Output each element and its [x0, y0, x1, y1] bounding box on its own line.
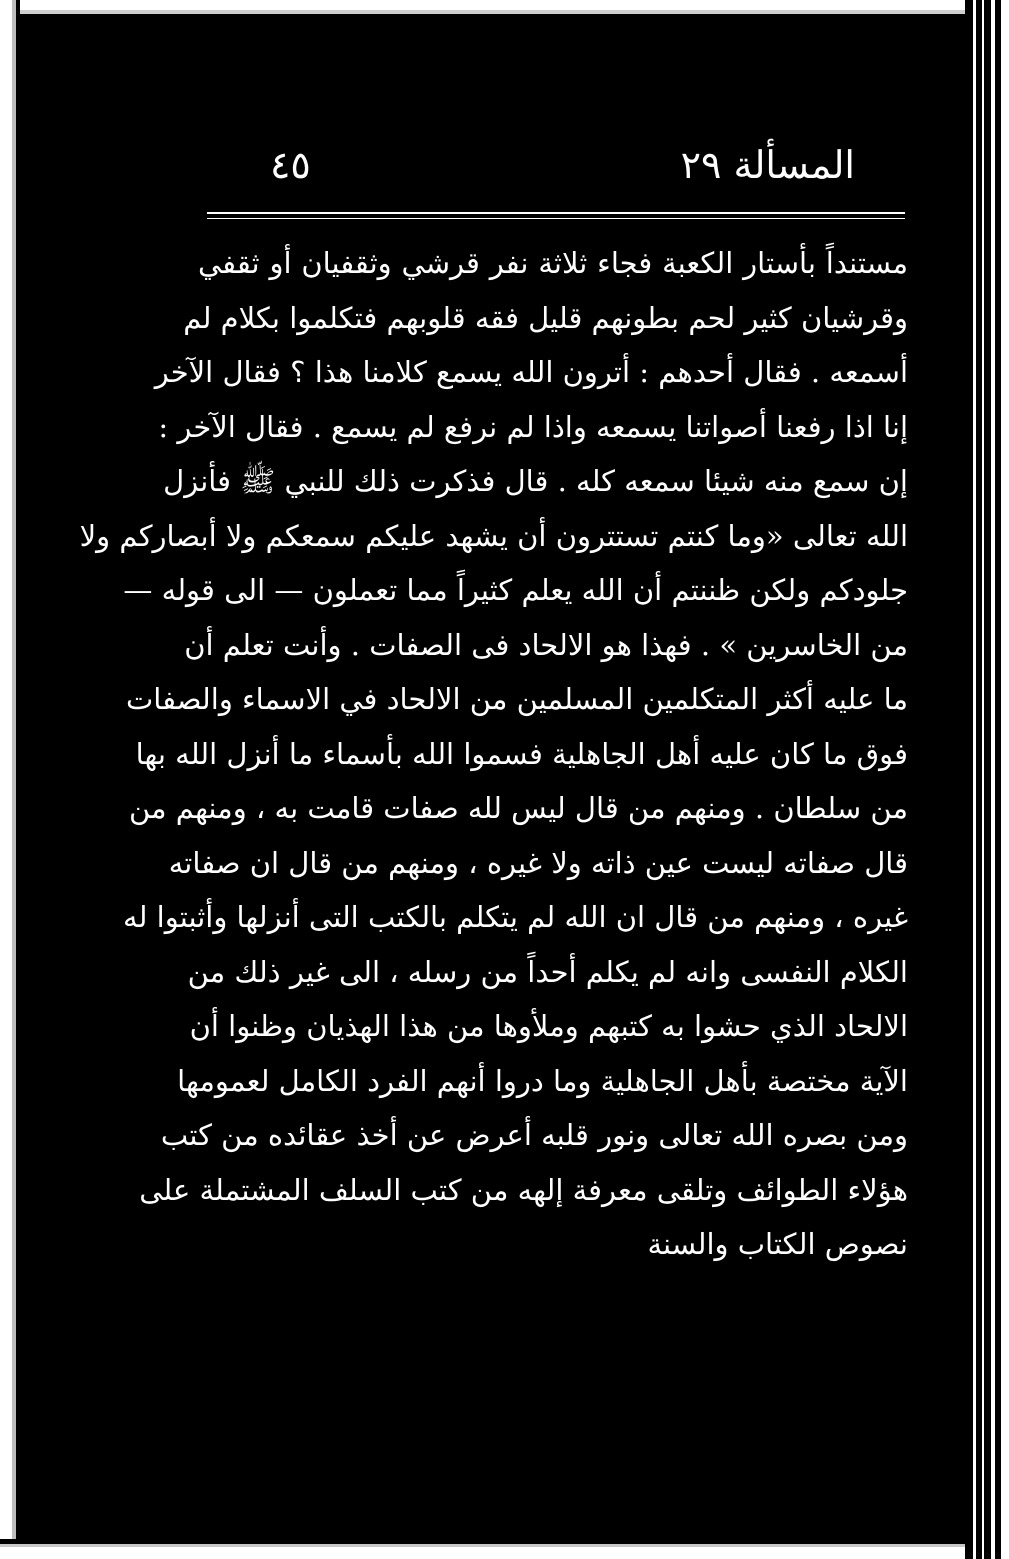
page-header: [205, 140, 910, 200]
text-line: أسمعه . فقال أحدهم : أترون الله يسمع كلامنا هذا ؟ فقال الآخر: [154, 355, 908, 389]
text-line-last: نصوص الكتاب والسنة: [647, 1227, 908, 1261]
chapter-label: المسألة: [733, 143, 855, 187]
text-line: وقرشيان كثير لحم بطونهم قليل فقه قلوبهم فتكلموا بكلام لم: [183, 300, 908, 335]
body-text: [79, 236, 908, 1272]
scan-border-left: [0, 0, 20, 1559]
text-line: إنا اذا رفعنا أصواتنا يسمعه واذا لم نرفع لم يسمع . فقال الآخر :: [158, 409, 908, 444]
text-line: جلودكم ولكن ظننتم أن الله يعلم كثيراً مما تعملون — الى قوله —: [123, 573, 908, 607]
text-line: من سلطان . ومنهم من قال ليس لله صفات قامت به ، ومنهم من: [128, 791, 908, 825]
scan-border-bottom: [0, 1539, 1009, 1559]
text-line: من الخاسرين » . فهذا هو الالحاد فى الصفات . وأنت تعلم أن: [184, 627, 908, 662]
scan-border-right: [965, 0, 1009, 1559]
header-rule: [207, 212, 905, 214]
text-line: هؤلاء الطوائف وتلقى معرفة إلهه من كتب السلف المشتملة على: [139, 1172, 908, 1207]
text-line: ومن بصره الله تعالى ونور قلبه أعرض عن أخذ عقائده من كتب: [160, 1118, 908, 1152]
scan-border-top: [0, 0, 1009, 22]
text-line: إن سمع منه شيئا سمعه كله . قال فذكرت ذلك للنبي ﷺ فأنزل: [163, 464, 908, 498]
page-number: ٤٥: [270, 143, 311, 187]
chapter-number: ٢٩: [680, 143, 722, 187]
text-line: الله تعالى «وما كنتم تستترون أن يشهد عليكم سمعكم ولا أبصاركم ولا: [79, 518, 908, 553]
text-line: مستنداً بأستار الكعبة فجاء ثلاثة نفر قرشي وثقفيان أو ثقفي: [198, 246, 908, 280]
text-line: غيره ، ومنهم من قال ان الله لم يتكلم بالكتب التى أنزلها وأثبتوا له: [123, 900, 908, 934]
text-line: فوق ما كان عليه أهل الجاهلية فسموا الله بأسماء ما أنزل الله بها: [135, 736, 908, 771]
text-line: الالحاد الذي حشوا به كتبهم وملأوها من هذا الهذيان وظنوا أن: [189, 1009, 908, 1043]
text-line: الآية مختصة بأهل الجاهلية وما دروا أنهم الفرد الكامل لعمومها: [177, 1063, 908, 1098]
text-line: الكلام النفسى وانه لم يكلم أحداً من رسله ، الى غير ذلك من: [187, 954, 908, 989]
chapter-heading: [681, 140, 855, 190]
text-line: ما عليه أكثر المتكلمين المسلمين من الالحاد في الاسماء والصفات: [125, 682, 908, 716]
text-line: قال صفاته ليست عين ذاته ولا غيره ، ومنهم من قال ان صفاته: [168, 845, 908, 880]
header-rule-thin: [207, 218, 905, 219]
